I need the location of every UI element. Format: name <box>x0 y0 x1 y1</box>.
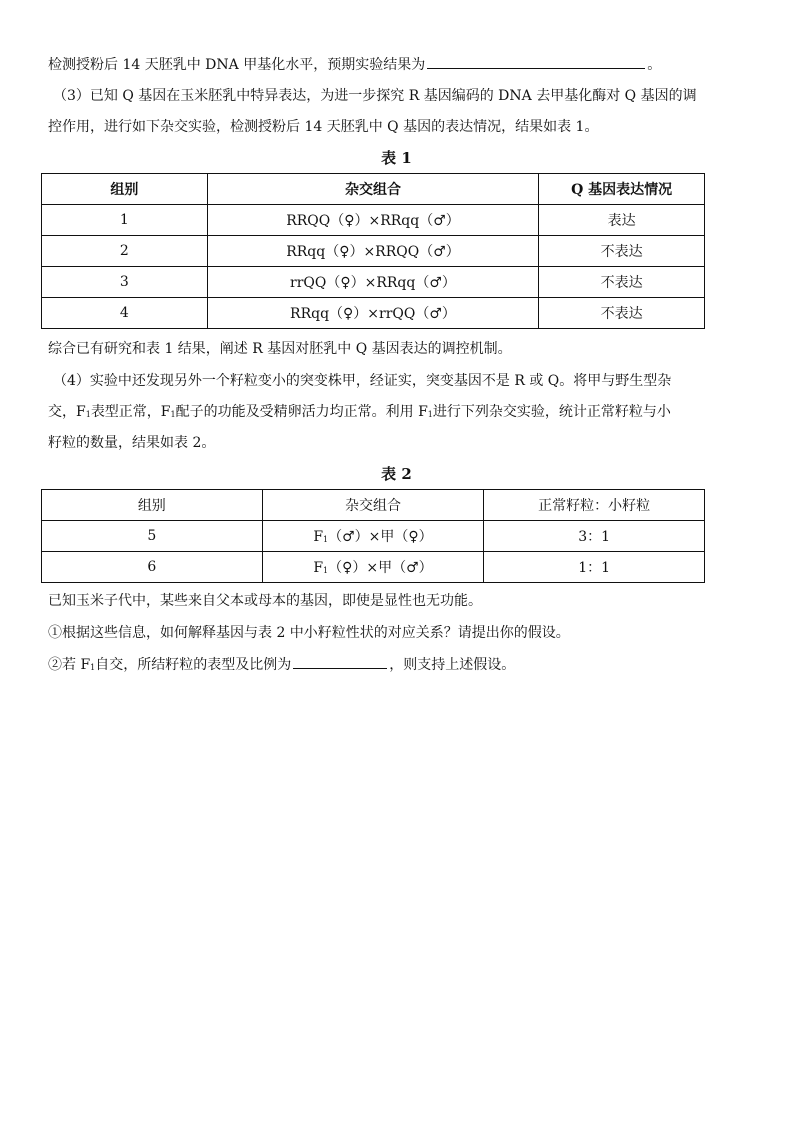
expected-result-line <box>48 54 661 75</box>
table-row <box>42 205 705 236</box>
q4-line-2-part-b: 表型正常，F <box>90 404 171 420</box>
expression-cell: 不表达 <box>539 267 705 298</box>
item-1-line: ①根据这些信息，如何解释基因与表 2 中小籽粒性状的对应关系？请提出你的假设。 <box>48 625 570 641</box>
item-2-part-a: ②若 F <box>48 657 91 673</box>
group-cell: 1 <box>42 205 208 236</box>
table1-header-cross: 杂交组合 <box>207 174 539 205</box>
table2-header-row <box>42 490 705 521</box>
answer-blank-1[interactable] <box>427 54 645 69</box>
table-row <box>42 236 705 267</box>
after-table1-line: 综合已有研究和表 1 结果，阐述 R 基因对胚乳中 Q 基因表达的调控机制。 <box>48 341 512 357</box>
cross-cell: RRQQ（♀）×RRqq（♂） <box>207 205 539 236</box>
table-row <box>42 298 705 329</box>
table1-header-expression: Q 基因表达情况 <box>539 174 705 205</box>
table2-header-cross: 杂交组合 <box>262 490 484 521</box>
after-table2-line: 已知玉米子代中，某些来自父本或母本的基因，即使是显性也无功能。 <box>48 593 482 609</box>
cross-cell <box>262 521 484 552</box>
cross-cell <box>262 552 484 583</box>
expected-result-text: 检测授粉后 14 天胚乳中 DNA 甲基化水平，预期实验结果为 <box>48 57 426 73</box>
expression-cell: 不表达 <box>539 236 705 267</box>
answer-blank-2[interactable] <box>293 654 387 669</box>
cross-rest: （♀）×甲（♂） <box>328 560 433 576</box>
table-row <box>42 267 705 298</box>
q3-line-1: （3）已知 Q 基因在玉米胚乳中特异表达，为进一步探究 R 基因编码的 DNA 去甲基化酶对 Q 基因的调 <box>53 88 697 104</box>
f-symbol: F <box>313 529 324 545</box>
table1-caption: 表 1 <box>381 149 412 167</box>
f1-subscript: 1 <box>323 566 329 575</box>
table2-header-group: 组别 <box>42 490 263 521</box>
q4-line-2-part-a: 交，F <box>48 404 86 420</box>
table2 <box>41 489 705 583</box>
table1 <box>41 173 705 329</box>
q3-line-2: 控作用，进行如下杂交实验，检测授粉后 14 天胚乳中 Q 基因的表达情况，结果如表 1。 <box>48 119 599 135</box>
table-row <box>42 552 705 583</box>
item-2-part-b: 自交，所结籽粒的表型及比例为 <box>95 657 292 673</box>
q4-line-2 <box>48 402 671 422</box>
cross-cell: RRqq（♀）×RRQQ（♂） <box>207 236 539 267</box>
group-cell: 6 <box>42 552 263 583</box>
ratio-cell: 1：1 <box>484 552 705 583</box>
group-cell: 4 <box>42 298 208 329</box>
f1-subscript: 1 <box>85 410 91 419</box>
table2-caption: 表 2 <box>381 465 412 483</box>
ratio-cell: 3：1 <box>484 521 705 552</box>
f1-subscript: 1 <box>170 410 176 419</box>
group-cell: 5 <box>42 521 263 552</box>
table1-header-row <box>42 174 705 205</box>
cross-rest: （♂）×甲（♀） <box>328 529 433 545</box>
q4-line-3: 籽粒的数量，结果如表 2。 <box>48 435 216 451</box>
expression-cell: 不表达 <box>539 298 705 329</box>
group-cell: 3 <box>42 267 208 298</box>
table-row <box>42 521 705 552</box>
cross-cell: rrQQ（♀）×RRqq（♂） <box>207 267 539 298</box>
f1-subscript: 1 <box>427 410 433 419</box>
q4-line-1: （4）实验中还发现另外一个籽粒变小的突变株甲，经证实，突变基因不是 R 或 Q。将甲与野生型杂 <box>53 373 672 389</box>
f-symbol: F <box>313 560 324 576</box>
q4-line-2-part-d: 进行下列杂交实验，统计正常籽粒与小 <box>432 404 671 420</box>
sentence-end: 。 <box>647 57 662 73</box>
q4-line-2-part-c: 配子的功能及受精卵活力均正常。利用 F <box>175 404 428 420</box>
f1-subscript: 1 <box>323 535 329 544</box>
item-2-part-c: ，则支持上述假设。 <box>389 657 516 673</box>
item-2-line <box>48 654 515 675</box>
group-cell: 2 <box>42 236 208 267</box>
table1-header-group: 组别 <box>42 174 208 205</box>
table2-header-ratio: 正常籽粒：小籽粒 <box>484 490 705 521</box>
expression-cell: 表达 <box>539 205 705 236</box>
cross-cell: RRqq（♀）×rrQQ（♂） <box>207 298 539 329</box>
f1-subscript: 1 <box>90 663 96 672</box>
